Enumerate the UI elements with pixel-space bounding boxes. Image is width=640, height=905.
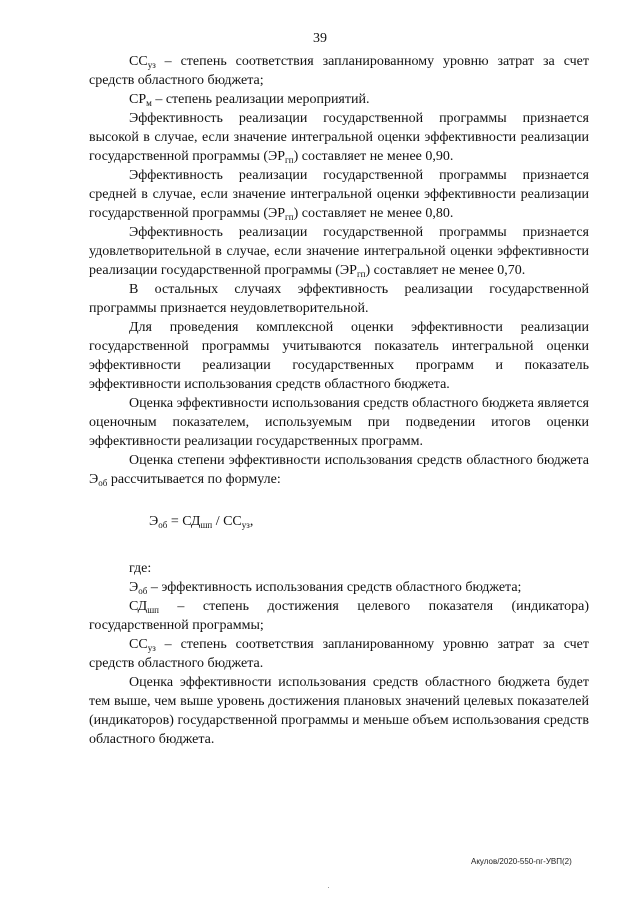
scan-dot bbox=[328, 887, 329, 888]
paragraph-cp-m-definition: $СР_м$ – степень реализации мероприятий. bbox=[129, 92, 370, 108]
paragraph-formula-intro: Оценка степени эффективности использования средств областного бюджета $Э_{об}$ рассчитывается по формуле: bbox=[89, 453, 589, 488]
paragraph-sd-shp-definition: $СД_{шп}$ – степень достижения целевого показателя (индикатора) государственной программы; bbox=[89, 599, 589, 633]
paragraph-cc-uz-definition-2: $СС_{уз}$ – степень соответствия запланированному уровню затрат за счет средств областного бюджета. bbox=[89, 637, 589, 671]
page-number: 39 bbox=[313, 31, 327, 46]
paragraph-unsatisfactory-efficiency: В остальных случаях эффективность реализации государственной программы признается неудовлетворительной. bbox=[89, 282, 589, 316]
where-label: где: bbox=[129, 561, 152, 576]
paragraph-satisfactory-efficiency: Эффективность реализации государственной программы признается удовлетворительной в случае, если значение интегральной оценки эффективности реализации государственной программы $(ЭР_{гп})$ составляет не менее 0,70. bbox=[89, 225, 589, 279]
paragraph-cc-uz-definition: $СС_{уз}$ – степень соответствия запланированному уровню затрат за счет средств областного бюджета; bbox=[89, 54, 589, 88]
paragraph-e-ob-definition: $Э_{об}$ – эффективность использования средств областного бюджета; bbox=[129, 580, 522, 596]
paragraph-conclusion: Оценка эффективности использования средств областного бюджета будет тем выше, чем выше уровень достижения плановых значений целевых показателей (индикаторов) государственной программы и меньше объем использования средств областного бюджета. bbox=[89, 675, 589, 747]
paragraph-medium-efficiency: Эффективность реализации государственной программы признается средней в случае, если значение интегральной оценки эффективности реализации государственной программы $(ЭР_{гп})$ составляет не менее 0,80. bbox=[89, 168, 589, 222]
paragraph-complex-assessment: Для проведения комплексной оценки эффективности реализации государственной программы учитываются показатель интегральной оценки эффективности реализации государственных программ и показатель эффективности использования средств областного бюджета. bbox=[89, 320, 589, 392]
paragraph-budget-assessment: Оценка эффективности использования средств областного бюджета является оценочным показателем, используемым при подведении итогов оценки эффективности реализации государственных программ. bbox=[89, 396, 589, 449]
formula: $Э_{об} = СД_{шп} / СС_{уз}$, bbox=[149, 514, 254, 530]
document-body bbox=[89, 52, 589, 749]
paragraph-high-efficiency: Эффективность реализации государственной программы признается высокой в случае, если значение интегральной оценки эффективности реализации государственной программы $(ЭР_{гп})$ составляет не менее 0,90. bbox=[89, 111, 589, 165]
footer-code: Акулов/2020-550-пг-УВП(2) bbox=[471, 857, 572, 866]
